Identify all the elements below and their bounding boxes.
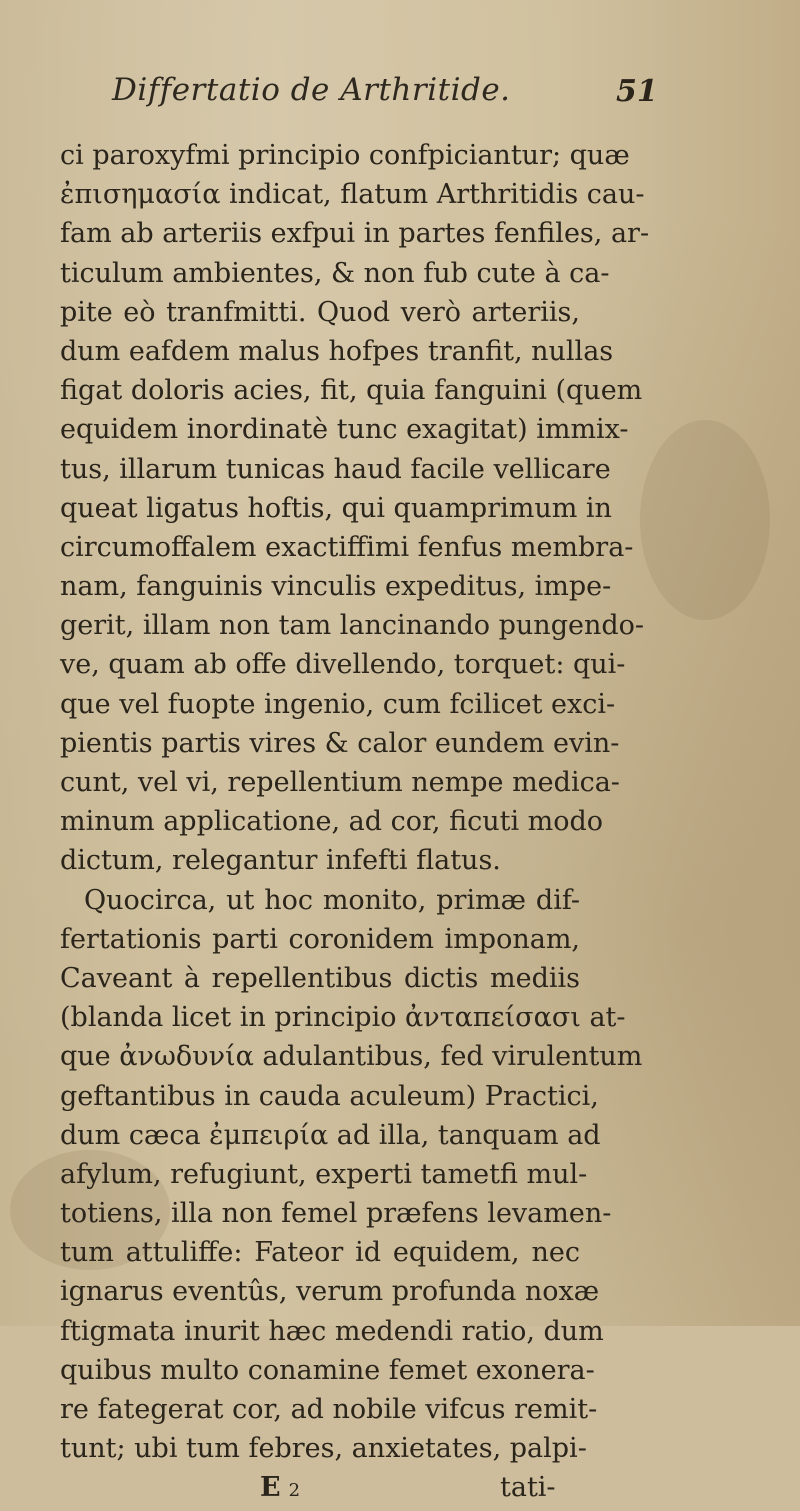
text-line: ci paroxyfmi principio confpiciantur; quæ <box>60 140 630 171</box>
text-line: geftantibus in cauda aculeum) Practici, <box>60 1080 599 1112</box>
paper-stain <box>640 420 770 620</box>
text-line: re fategerat cor, ad nobile vifcus remit- <box>60 1394 598 1425</box>
text-line: gerit, illam non tam lancinando pungendo- <box>60 610 645 642</box>
text-line: totiens, illa non femel præfens levamen- <box>60 1198 612 1230</box>
text-line: dum cæca ἐμπειρία ad illa, tanquam ad <box>60 1119 601 1151</box>
text-line: tus, illarum tunicas haud facile vellicare <box>60 453 611 485</box>
text-line: ticulum ambientes, & non fub cute à ca- <box>60 257 610 289</box>
footer-line <box>60 1468 580 1507</box>
text-line: fertationis parti coronidem imponam, <box>60 923 580 955</box>
text-line: figat doloris acies, fit, quia fanguini (quem <box>60 375 643 407</box>
text-line: Caveant à repellentibus dictis mediis <box>60 962 580 994</box>
text-line: pite eò tranfmitti. Quod verò arteriis, <box>60 296 580 328</box>
text-line: fam ab arteriis exfpui in partes fenfiles, ar- <box>60 218 650 250</box>
text-line: dum eafdem malus hofpes tranfit, nullas <box>60 335 614 367</box>
text-line: pientis partis vires & calor eundem evin- <box>60 727 620 759</box>
signature-number: 2 <box>288 1480 301 1502</box>
text-line: nam, fanguinis vinculis expeditus, impe- <box>60 571 612 603</box>
text-line: que ἀνωδυνία adulantibus, fed virulentum <box>60 1041 643 1073</box>
signature-mark: E 2 <box>260 1472 301 1504</box>
text-line: queat ligatus hoftis, qui quamprimum in <box>60 492 612 524</box>
text-line: afylum, refugiunt, experti tametfi mul- <box>60 1158 588 1190</box>
text-block <box>60 136 650 1508</box>
paragraph-start-line: Quocirca, ut hoc monito, primæ dif- <box>84 884 580 916</box>
text-line: ἐπισημασία indicat, flatum Arthritidis cau- <box>60 179 645 211</box>
page-number: 51 <box>616 74 658 109</box>
text-line: (blanda licet in principio ἀνταπείσασι at- <box>60 1002 626 1034</box>
text-line: circumoffalem exactiffimi fenfus membra- <box>60 531 634 563</box>
catchword: tati- <box>500 1472 556 1504</box>
text-line: ve, quam ab offe divellendo, torquet: qui- <box>60 649 626 681</box>
text-line: equidem inordinatè tunc exagitat) immix- <box>60 414 629 446</box>
text-line: ignarus eventûs, verum profunda noxæ <box>60 1276 600 1308</box>
text-line: quibus multo conamine femet exonera- <box>60 1354 595 1386</box>
text-line: ftigmata inurit hæc medendi ratio, dum <box>60 1315 604 1347</box>
text-line: cunt, vel vi, repellentium nempe medica- <box>60 767 620 798</box>
text-line: que vel fuopte ingenio, cum fcilicet exci- <box>60 688 616 720</box>
text-line: minum applicatione, ad cor, ficuti modo <box>60 806 604 838</box>
paragraph-end-line: dictum, relegantur infefti flatus. <box>60 845 501 877</box>
running-head: Differtatio de Arthritide. <box>112 72 511 108</box>
text-line: tum attuliffe: Fateor id equidem, nec <box>60 1237 580 1269</box>
text-line: tunt; ubi tum febres, anxietates, palpi- <box>60 1433 587 1465</box>
